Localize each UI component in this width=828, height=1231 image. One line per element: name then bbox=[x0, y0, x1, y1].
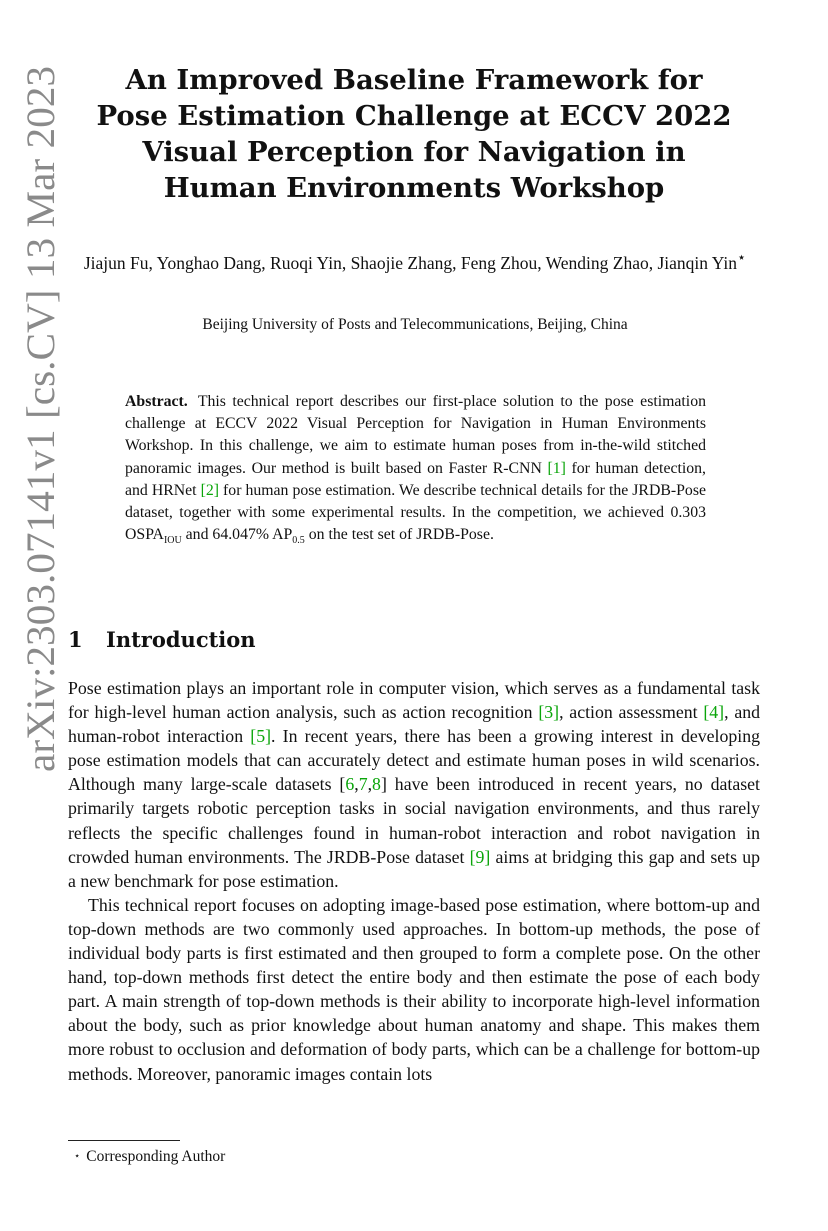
body-text bbox=[68, 676, 760, 1086]
footnote bbox=[68, 1146, 225, 1168]
paragraph-text: ] have been introduced in recent years, no dataset primarily targets robotic perception tasks in social navigation environments, and thus rarely reflects the specific challenges found in human-robot interaction and robot navigation in crowded human environments. The JRDB-Pose dataset bbox=[68, 774, 760, 867]
citation-link[interactable]: [1] bbox=[547, 459, 566, 477]
section-heading bbox=[68, 626, 256, 654]
paragraph-text: , action assessment bbox=[559, 702, 704, 723]
footnote-text: Corresponding Author bbox=[86, 1148, 226, 1165]
citation-link[interactable]: 6 bbox=[345, 774, 355, 795]
citation-link[interactable]: [4] bbox=[703, 702, 725, 723]
citation-link[interactable]: [9] bbox=[469, 846, 491, 867]
section-title: Introduction bbox=[106, 627, 256, 652]
citation-link[interactable]: 7 bbox=[358, 774, 368, 795]
separator: , bbox=[354, 774, 359, 795]
citation-link[interactable]: 8 bbox=[372, 774, 381, 795]
footnote-mark: ⋆ bbox=[74, 1151, 81, 1162]
arxiv-stamp-text: arXiv:2303.07141v1 [cs.CV] 13 Mar 2023 bbox=[18, 87, 63, 772]
abstract-label: Abstract. bbox=[125, 393, 188, 410]
arxiv-stamp bbox=[14, 62, 70, 772]
abstract-text: This technical report describes our first-place solution to the pose estimation challenge at ECCV 2022 Visual Perception for Navigation in Human Environments Workshop. In this challenge, we aim to estimate human poses from in-the-wild stitched panoramic images. Our method is built based on Faster R-CNN bbox=[125, 393, 706, 477]
author-list bbox=[80, 245, 750, 277]
citation-link[interactable]: [2] bbox=[200, 481, 220, 499]
abstract bbox=[125, 391, 706, 546]
authors-text: Jiajun Fu, Yonghao Dang, Ruoqi Yin, Shaojie Zhang, Feng Zhou, Wending Zhao, Jianqin Yin bbox=[83, 252, 738, 273]
paragraph-text: . In recent years, there has been a growing interest in developing pose estimation models that can accurately detect and estimate human poses in wild scenarios. Although many large-scale datasets [ bbox=[68, 726, 760, 795]
corresponding-author-mark: ⋆ bbox=[737, 250, 747, 266]
section-number: 1 bbox=[68, 627, 83, 652]
footnote-divider bbox=[68, 1140, 180, 1141]
abstract-text: on the test set of JRDB-Pose. bbox=[304, 526, 494, 544]
separator: , bbox=[367, 774, 373, 795]
subscript: IOU bbox=[163, 535, 182, 547]
abstract-text: for human detection, and HRNet bbox=[125, 459, 706, 499]
subscript: 0.5 bbox=[292, 535, 305, 547]
paragraph-text: , and human-robot interaction bbox=[68, 702, 760, 747]
paragraph-text: Pose estimation plays an important role in computer vision, which serves as a fundamental task for high-level human action analysis, such as action recognition bbox=[68, 678, 760, 723]
citation-link[interactable]: [5] bbox=[250, 726, 272, 747]
paragraph: This technical report focuses on adopting image-based pose estimation, where bottom-up and top-down methods are two commonly used approaches. In bottom-up methods, the pose of individual body parts is first estimated and then grouped to form a complete pose. On the other hand, top-down methods first detect the entire body and then estimate the pose of each body part. A main strength of top-down methods is their ability to incorporate high-level information about the body, such as prior knowledge about human anatomy and shape. This makes them more robust to occlusion and deformation of body parts, which can be a challenge for bottom-up methods. Moreover, panoramic images contain lots bbox=[68, 894, 760, 1084]
abstract-text: and 64.047% AP bbox=[181, 526, 293, 544]
citation-link[interactable]: [3] bbox=[538, 702, 560, 723]
paragraph-text: aims at bridging this gap and sets up a new benchmark for pose estimation. bbox=[68, 846, 760, 891]
abstract-text: for human pose estimation. We describe technical details for the JRDB-Pose dataset, together with some experimental results. In the competition, we achieved 0.303 OSPA bbox=[125, 481, 706, 544]
paper-title: An Improved Baseline Framework for Pose Estimation Challenge at ECCV 2022 Visual Perception for Navigation in Human Environments Workshop bbox=[96, 64, 732, 204]
affiliation: Beijing University of Posts and Telecommunications, Beijing, China bbox=[202, 316, 628, 333]
paragraph bbox=[68, 676, 760, 893]
